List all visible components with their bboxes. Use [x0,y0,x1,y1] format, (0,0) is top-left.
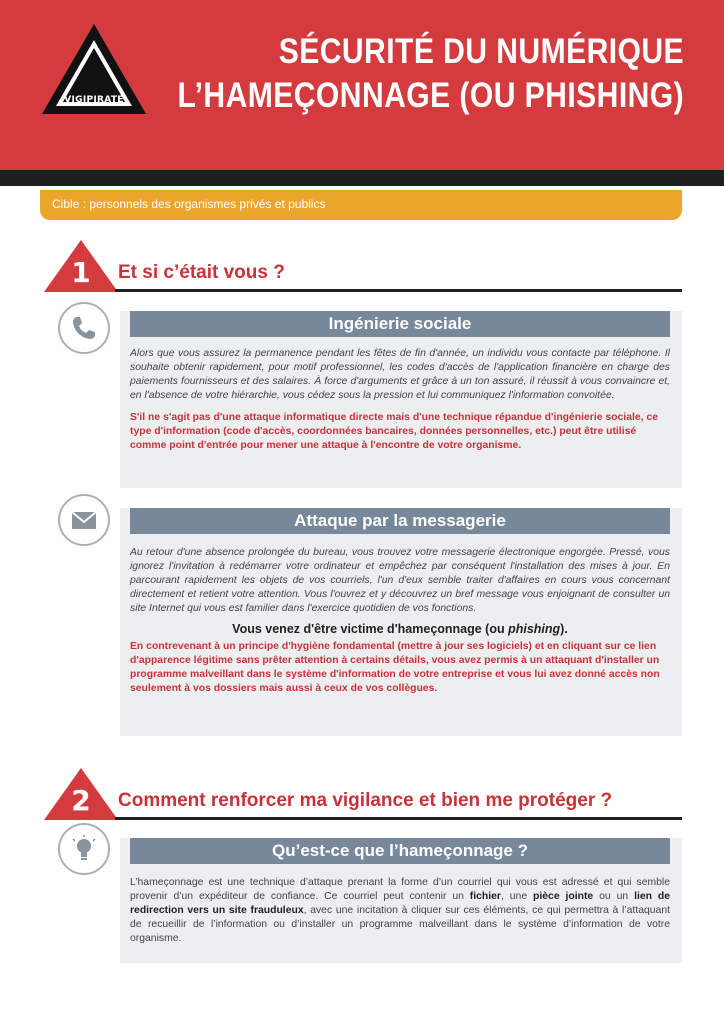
card-heading: Attaque par la messagerie [130,508,670,534]
body-text: ou un [593,891,635,902]
target-text: Cible : personnels des organismes privés et publics [52,197,326,211]
card-email-attack [120,508,682,736]
phone-icon-circle [58,302,110,354]
card-heading: Qu’est-ce que l’hameçonnage ? [130,838,670,864]
card-body [130,347,670,453]
title-line-1: SÉCURITÉ DU NUMÉRIQUE [278,32,684,71]
envelope-icon-circle [58,494,110,546]
body-bold: pièce jointe [533,891,594,902]
body-bold: lien de redirection vers un site frauduleux [130,891,670,916]
victim-prefix: Vous venez d'être victime d'hameçonnage (ou [232,622,509,636]
card-warning: S'il ne s'agit pas d'une attaque informatique directe mais d'une technique répandue d'ingénierie sociale, ce type d'information (code d'accès, coordonnées bancaires, données personnelles, etc.) peut être utilisé comme point d'entrée pour mener une attaque à l'encontre de votre organisme. [130,412,658,451]
lightbulb-icon-circle [58,823,110,875]
card-paragraph [130,876,670,946]
phone-icon [70,314,98,342]
card-phishing-definition [120,838,682,963]
card-warning: En contrevenant à un principe d'hygiène fondamental (mettre à jour ses logiciels) et en cliquant sur ce lien d'apparence légitime sans prêter attention à certains détails, vous avez permis à un attaquant d'installer un programme malveillant dans le système d'information de votre entreprise et vous lui avez donné accès non seulement à vos dossiers mais aussi à ceux de vos collègues. [130,641,660,694]
card-heading: Ingénierie sociale [130,311,670,337]
title-line-2: L’HAMEÇONNAGE (OU PHISHING) [177,76,684,115]
card-paragraph: Au retour d'une absence prolongée du bureau, vous trouvez votre messagerie électronique engorgée. Pressé, vous ignorez l'invitation à redémarrer votre ordinateur et empêchez par conséquent l'installation des mises à jour. En parcourant rapidement les objets de vos courriels, l'un d'eux semble traiter d'affaires en cours vous concernant directement et retient votre attention. Vous l'ouvrez et y découvrez un bref message vous enjoignant de consulter un site Internet qui vous est familier dans l'exercice quotidien de vos fonctions. [130,547,670,614]
section-1-rule [115,289,682,292]
victim-italic: phishing [508,622,561,636]
card-body [130,876,670,946]
lightbulb-icon [70,835,98,863]
card-body [130,546,670,696]
body-text: L’hameçonnage est une technique d’attaque prenant la forme d’un courriel qui vous est adressé et qui semble provenir d’un expéditeur de confiance. Ce courriel peut contenir un [130,877,670,902]
section-1-title: Et si c’était vous ? [118,262,285,283]
body-text: , une [500,891,534,902]
target-band [40,190,682,220]
card-social-engineering [120,311,682,488]
section-2-title: Comment renforcer ma vigilance et bien me protéger ? [118,790,613,811]
section-2-number: 2 [71,784,91,817]
header-divider [0,170,724,186]
section-1-number: 1 [71,256,91,289]
card-paragraph: Alors que vous assurez la permanence pendant les fêtes de fin d'année, un individu vous contacte par téléphone. Il souhaite obtenir rapidement, pour motif professionnel, les codes d'accès de l'application financière en charge des paiements fournisseurs et des salaires. À force d'arguments et grâce à un ton assuré, il réussit à vous convaincre et, en l'absence de votre hiérarchie, vous cédez sous la pression et lui communiquez l'information convoitée. [130,348,670,401]
body-bold: fichier [469,891,501,902]
victim-statement [130,622,670,636]
section-2-rule [115,817,682,820]
victim-suffix: ). [560,622,568,636]
envelope-icon [70,506,98,534]
logo-text: VIGIPIRATE [64,95,124,105]
page-title [177,30,684,118]
body-text: , avec une incitation à cliquer sur ces éléments, ce qui permettra à l’attaquant de recueillir de l’information ou d’installer un programme malveillant dans le système d’information de votre organisme. [130,905,670,944]
